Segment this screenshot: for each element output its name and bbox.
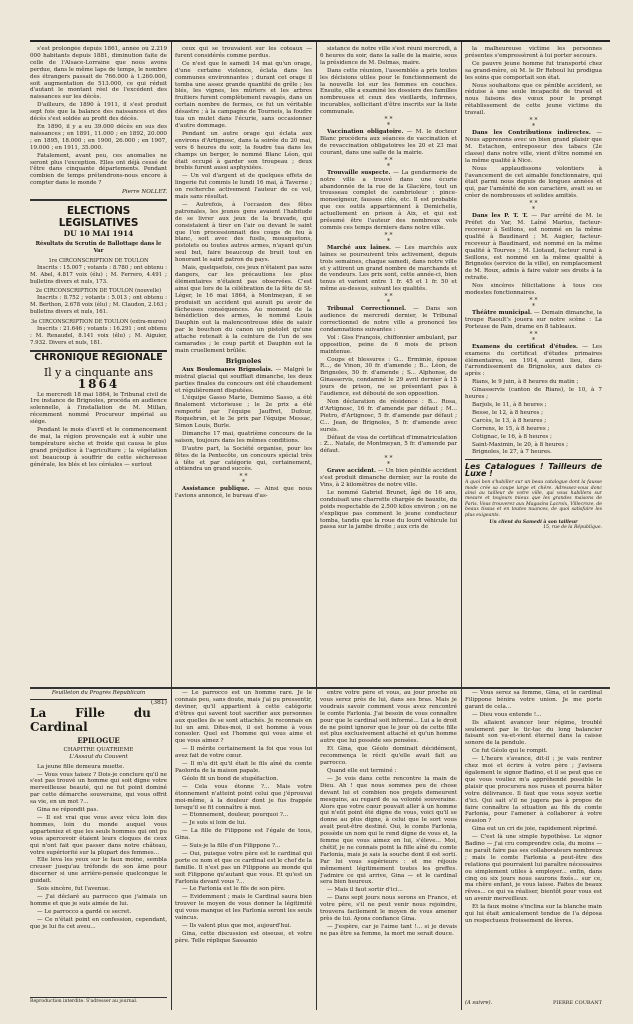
separator-stars: * * * <box>529 330 538 344</box>
paragraph: — Etonnement, douleur, pourquoi ?... <box>182 812 289 819</box>
elections-heading: ELECTIONS LEGISLATIVES <box>58 205 139 230</box>
separator-stars: * * * <box>384 231 393 245</box>
paragraph: — Autrefois, à l'occasion des fêtes patronales, les jeunes gens avaient l'habitude de se livrer aux jeux de la bravade, qui consistaient à tirer en l'air ou devant le saint que l'on processionnait des coups de feu à blanc, soit avec des fusils, mousquetons, pistolets ou toutes autres armes, n'ayant qu'un seul but, faire beaucoup de bruit tout en honorant le saint patron du pays. <box>175 201 312 264</box>
paragraph: — Un vol d'argent et de quelques effets de lingerie fut commis le lundi 16 mai, à Taverne ; on recherche activement l'auteur de ce vol, mais sans résultat. <box>175 173 312 201</box>
paragraph: Elle leva les yeux sur le faux moine, sembla creuser jusqu'au tréfonds de son âme pour discerner si une arrière-pensée quelconque le guidait. <box>30 857 167 885</box>
circonscription-title: 3e CIRCONSCRIPTION DE TOULON (extra-muros) <box>30 319 167 326</box>
paragraph <box>465 310 602 331</box>
reproduction-notice: Reproduction interdite. S'adresser au journal. <box>30 997 167 1006</box>
run-in-text: — Par arrêté de M. le Préfet du Var, M. Laîné Marius, facteur-receveur à Seillons, est nommé en la même qualité à Baudinard ; M. Augier, facteur-receveur à Baudinard, est nommé en la même qualité à Tourves ; M. Liotaud, facteur rural à Seillons, est nommé en la même qualité à Brignoles (service de la ville), en remplacement de M. Roux, admis à faire valoir ses droits à la retraite. <box>465 213 602 282</box>
run-in-title: Trouvaille suspecte. <box>327 169 391 176</box>
top-columns <box>30 46 610 686</box>
paragraph: Gina eut un cri de joie, rapidement réprimé. <box>472 826 598 833</box>
paragraph: D'ailleurs, de 1890 à 1911, il s'est produit sept fois que la balance des naissances et des décès s'est soldée au profit des décès. <box>30 102 167 123</box>
paragraph: Fatalement, avant peu, ces anomalies ne seront plus l'exception. Elles ont déjà cessé de l'être dans cinquante départements. Pendant combien de temps prétendrons-nous encore à compter dans le monde ? <box>30 152 167 187</box>
feuilleton-footer <box>465 1000 602 1006</box>
divider <box>30 687 610 689</box>
paragraph: — Il m'a dit qu'il était le fils aîné du comte Paolorda de la maison papale. <box>175 761 312 774</box>
separator-stars: * * * <box>529 200 538 214</box>
exam-date: Barjols, le 11, à 8 heures ; <box>472 401 547 408</box>
run-in-title: Dans les P. T. T. <box>472 213 528 220</box>
paragraph: Dans cette réunion, l'assemblée a pris toutes les décisions utiles pour le fonctionnement de la nouvelle loi sur les femmes en couches. Ensuite, elle a examiné les dossiers des familles nombreuses et ceux des vieillards, infirmes, incurables, sollicitant d'être inscrits sur la liste communale. <box>320 67 457 116</box>
paragraph: — Je suis si loin de lui. <box>182 820 247 827</box>
paragraph <box>320 468 457 489</box>
paragraph: — Dans sept jours nous serons en France, et votre père, s'il ne peut venir nous rejoindre, trouvera facilement le moyen de vous amener près de lui. Ayons confiance Gina. <box>320 895 457 922</box>
paragraph: Dimanche 17 mai, quatrième concours de la saison, toujours dans les mêmes conditions. <box>175 430 312 444</box>
feuilleton-band <box>30 690 610 1006</box>
novel-title: La Fille du Cardinal <box>30 705 151 734</box>
paragraph: — Ils valent plus que moi, aujourd'hui. <box>182 923 292 929</box>
elections-date: DU 10 MAI 1914 <box>63 229 134 239</box>
paragraph: Vol : Giss François, chiffonnier ambulant, par opposition, peine de 6 mois de prison maintenue. <box>320 334 457 355</box>
paragraph: — Il est vrai que vous avez vécu loin des hommes, loin du monde auquel vous apparteniez et que les seuls hommes qui ont pu vous apercevoir étaient leurs cloques de ceux qui n'ont fait que passer dans notre château, votre supériorité sur la plupart des femmes... <box>30 814 167 856</box>
paragraph: — Le parrocco a gardé ce secret. <box>37 908 132 915</box>
exam-date: Ginasservis (canton de Rians), le 10, à 7 heures ; <box>465 387 602 401</box>
paragraph: Défaut de visa de certificat d'immatriculation : Z... Natale, de Montmeyan, 5 fr. d'amende par défaut. <box>320 434 457 455</box>
paragraph: Non déclaration de résidence : B... Rosa, d'Artignosc, 16 fr. d'amende par défaut ; M... Pietro, d'Artignosc, 5 fr. d'amende par défaut ; C... Jean, de Brignoles, 5 fr. d'amende avec sursis. <box>320 398 457 433</box>
paragraph <box>465 344 602 379</box>
feuilleton-column <box>30 690 167 1006</box>
run-in-text: — Les examens du certificat d'études primaires élémentaires, en 1914, auront lieu, dans l'arrondissement de Brignoles, aux dates ci-après : <box>465 343 602 378</box>
paragraph: — Ce n'était point en confession, cependant, que je lui fis cet aveu... <box>30 916 167 930</box>
run-in-title: Tribunal Correctionnel. <box>327 306 407 313</box>
paragraph: — C'est là une simple hypothèse. Le signor Badino — j'ai cru comprendre cela, du moins — ne paraît faire pas ses collaborateurs nombreux ; mais le comte Farlonia a peut-être des relations qui pourraient lui paraître nécessaires ou simplement utiles à employer... enfin, dans cinq ou six jours nous saurons fixés... sur ce, ma chère enfant, je vous laisse. Faites de beaux rêves... ce qui va réaliser, bientôt pour vous est un avenir merveilleux. <box>465 834 602 903</box>
to-be-continued: (A suivre). <box>465 1000 493 1006</box>
paragraph: — Vous serez sa femme, Gina, et le cardinal Filippone bénira votre union. Je me porte garant de cela... <box>465 690 602 710</box>
advert-signature: Un client du Samedi à son tailleur <box>489 519 578 525</box>
paragraph: Sois sincère, fut l'avenue. <box>37 886 111 893</box>
paragraph: En 1890, il y a eu 39.000 décès en sus des naissances ; en 1891, 11.000 ; en 1892, 20.000 ; en 1895, 18.000 ; en 1900, 26.000 ; en 1907, 19.000 ; en 1911, 35.000. <box>30 123 167 151</box>
paragraph: s'est prolongée depuis 1861, année où 2.219 000 habitants depuis 1881, diminution faite de celle de l'Alsace-Lorraine que nous avons perdue, dans le même laps de temps, le nombre des étrangers passait de 766.000 à 1.260.000, soit augmentation de 513.000, ce qui réduit d'autant le montant réel de l'excédent des naissances sur les décès. <box>30 46 167 101</box>
paragraph: Quand elle eut terminé : <box>327 767 397 774</box>
paragraph: — Le parrocco est un homme rare. Je le connais peu, sans doute, mais j'ai pu pressentir, deviner, qu'il appartient à cette catégorie d'êtres qui savent tout sacrifier aux personnes aux quelles ils se sont attachés. Je reconnais en lui un ami. Dites-moi, il est homme à vous consoler. Quel est l'homme qui vous aime et que vous aimez ? <box>175 690 312 745</box>
section-heading: Il y a cinquante ans <box>43 365 154 379</box>
exam-date: Rians, le 9 juin, à 8 heures du matin ; <box>472 379 579 386</box>
paragraph <box>320 129 457 157</box>
chapter-heading: CHAPITRE QUATRIEME <box>63 746 134 753</box>
run-in-text: — M. le docteur Blanc procédera aux séances de vaccination et de revaccination obligatoires les 20 et 23 mai courant, dans une salle de la mairie. <box>320 129 457 156</box>
paragraph: Coups et blessures : G... Ermimie, épouse R..., de Vinon, 30 fr. d'amende ; B... Léon, de Brignoles, 50 fr. d'amende ; S... Alphonse, de Ginasservis, condamné le 29 avril dernier à 15 jours de prison, ne se présentant pas à l'audience, est débouté de son opposition. <box>320 356 457 398</box>
year-heading: 1864 <box>77 376 120 391</box>
circonscription-result: Inscrits : 8.752 ; votants : 5.013 ; ont obtenu : M. Berthon, 2.678 voix (élu) ; M. Claudon, 2.163 ; bulletins divers et nuls, 161. <box>30 295 167 316</box>
exam-date: Carcès, le 13, à 8 heures ; <box>472 417 547 424</box>
circonscription-title: 2e CIRCONSCRIPTION DE TOULON (nouvelle) <box>35 288 162 295</box>
paragraph: — J'espère, car je l'aime tant !... si je devais ne pas être sa femme, la mort me serait douce. <box>320 923 457 937</box>
run-in-text: — Les marchés aux laines se poursuivent très activement, depuis trois semaines, chaque samedi, dans notre ville et y attirent un grand nombre de marchands et de vendeurs. Les prix sont, cette année-ci, bien tenus et varient entre 1 fr. 45 et 1 fr. 50 et même au-dessus, suivant les qualités. <box>320 244 457 293</box>
paragraph: Et Gina, que Géolo dominait décidément, recommença le récit qu'elle avait fait au parrocco. <box>320 746 457 767</box>
exam-date: Saint-Maximin, le 20, à 8 heures ; <box>472 441 568 448</box>
paragraph: — Cela vous étonne ?... Mais votre étonnement n'atteint point celui que j'éprouvai moi-même, à la douleur dont je fus frappée lorsqu'il se fit connaître à moi. <box>175 783 312 811</box>
paragraph: — J'ai déclaré au parrocco que j'aimais un homme et que je suis aimée de lui. <box>30 893 167 907</box>
advert-title: Les Catalogues ! Tailleurs de Luxe ! <box>465 462 602 479</box>
author-name: PIERRE COURANT <box>553 1000 602 1006</box>
paragraph: — Le Farlonia est le fils de son père. <box>182 886 286 893</box>
paragraph: ceux qui se trouvaient sur les coteaux — furent considérés comme perdus. <box>175 46 312 59</box>
separator-stars: * * * <box>529 297 538 310</box>
paragraph: L'équipe Gasso Marie, Demimo Sasso, a été finalement victorieuse ; le 2e prix a été remporté par l'équipe Jauffret, Dufour, Roquebrun, et le 3e prix par l'équipe Messac, Simon Louis, Burle. <box>175 395 312 430</box>
paragraph: Gina ne répondit pas. <box>37 807 99 814</box>
paragraph: Et la faux moine s'inclina sur la blanche main qui lui était amicalement tendue de l'a déposa un respectueux froissement de lèvres. <box>465 904 602 924</box>
paragraph: — Je vois dans cette rencontre la main de Dieu. Ah ! que nous sommes peu de chose devant lui et combien nos projets demeurent mesquins, au regard de sa volonté souveraine. Alors que votre cœur pouvait aller à un homme qui n'eût point été digne de vous, voici qu'il se donne au plus digne, à celui que le sort vous avait peut-être destiné. Oui, le comte Farlonia, possède un nom qui le rend digne de vous et, la femme que vous aimez en lui, s'éleve... Moi, chétif, je ne connais point la fille aîné du comte Farlonia, mais je sais la souche dont il est sorti. Par lui vous supérieurs : et me réjouis mêmement légitimement toutes les greffes. J'admire ce qui arrive, Gina — et le cardinal sera bien heureux. <box>320 775 457 886</box>
separator-stars: * * * <box>384 156 393 170</box>
circonscription-result: Inscrits : 15.007 ; votants : 8.780 ; ont obtenu : M. Abel, 4.817 voix (élu) ; M. Ferrero, 4.491 ; bulletins divers et nuls, 173. <box>30 264 167 285</box>
paragraph: D'autre part, la Société organise, pour les fêtes de la Pentecôte, un concours spécial très à tête et par catégorie qui, certainement, obtiendra un grand succès. <box>175 445 312 473</box>
paragraph: — La fille de Filippone est l'égale de tous, Gina. <box>175 828 312 842</box>
paragraph: Nous applaudissons volontiers à l'avancement de cet aimable fonctionnaire, qui était parmi nous depuis de longues années et qui, par l'aménité de son caractère, avait su se créer de nombreuses et solides amitiés. <box>465 165 602 200</box>
chapter-subtitle: L'Assaut du Couvent <box>69 753 128 760</box>
column-1 <box>30 46 167 682</box>
paragraph: Géolo fit un bond de stupéfaction. <box>182 775 279 782</box>
paragraph: la malheureuse victime les personnes présentes s'empressèrent à lui porter secours. <box>465 46 602 59</box>
paragraph: — L'heure s'avance, dit-il ; je vais rentrer chez moi et écrire à votre père ; j'avisera également le signor Badino, et il se peut que ce que vous vouliez m'a appréhendé possible le plaisir que procurera nos ruses et pourra hâter votre délivrance. Il faut que vous soyez sortie d'ici. Qui sait s'il ne jugera pas à propos de faire connaître la situation au fils du comte Farlonia, pour l'amener à collaborer à votre évasion ? <box>465 756 602 825</box>
paragraph <box>175 486 312 500</box>
column-2 <box>175 46 312 682</box>
town-heading: Brignoles <box>225 356 262 365</box>
run-in-text: — Demain dimanche, la troupe Raoult's jouera sur notre scène : La Porteuse de Pain, drame en 8 tableaux. <box>465 310 602 330</box>
paragraph: Pendant le mois d'avril et le commencement de mai, la région provençale eut à subir une température sèche et froide qui causa le plus grand préjudice à l'agriculture ; la végétation est beaucoup à souffrir de cette sècheresse générale, les blés et les céréales — surtout <box>30 427 167 468</box>
feuilleton-column-2 <box>175 690 312 1006</box>
run-in-title: Dans les Contributions indirectes. <box>472 130 591 137</box>
signature: Pierre NOLLET. <box>122 189 167 196</box>
run-in-text: — Dans son audience de mercredi dernier, le Tribunal correctionnel de notre ville a prononcé les condamnations suivantes : <box>320 306 457 333</box>
paragraph: Ce fut Géolo qui le rompit. <box>472 748 548 755</box>
paragraph: Gina, cette discussion est oiseuse, et votre père. Telle réplique Sassanio <box>175 930 312 944</box>
elections-subtitle: Résultats du Scrutin de Ballottage dans le Var <box>35 241 162 254</box>
epilogue-heading: EPILOGUE <box>77 735 120 745</box>
run-in-title: Aux Boulomanes Brignolais. <box>182 366 273 373</box>
paragraph <box>320 170 457 232</box>
run-in-text: — Ainsi que nous l'avions annoncé, le bureau d'as- <box>175 486 312 500</box>
paragraph: — Evidemment ; mais le Cardinal saura bien trouver le moyen de vous donner la légitimité qui vous manque et les Farlonia seront les seuls vaincus. <box>175 894 312 922</box>
paragraph: entre votre père et vous, au jour proche où vous serez près de lui, dans ses bras. Mais je voudrais savoir comment vous avez rencontré le comte Farlonia. J'ai besoin de vous connaître pour que le cardinal soit informé... Lui a le droit de ne point ignorer que le jour où de cette fille est plus exclusivement attaché et qu'un homme autre que lui possède ses pensées. <box>320 690 457 745</box>
paragraph: Mais, quelquefois, ces jeux n'étaient pas sans dangers, car les précautions les plus élémentaires n'étaient pas observées. C'est ainsi que lors de la célébration de la fête de St-Léger, le 16 mai 1864, à Montmeyan, il se produisit un accident qui aurait pu avoir de fâcheuses conséquences. Au moment de la bénédiction des armes, le nommé Louis Dauphin eut la malencontreuse idée de saisir par le bouchon du canon un pistolet qu'une attache retenait à la ceinture de l'un de ses camarades ; le coup partit et Dauphin eut la main cruellement brûlée. <box>175 265 312 354</box>
advert-address: 15, rue de la République. <box>543 525 602 531</box>
separator-stars: * * * <box>239 473 248 487</box>
column-4 <box>465 46 602 682</box>
run-in-title: Examens du certificat d'études. <box>472 343 578 350</box>
paragraph: La jeune fille demeura muette. <box>37 763 125 770</box>
paragraph: sistance de notre ville s'est réuni mercredi, à 6 heures du soir, dans la salle de la mairie, sous la présidence de M. Delmas, maire. <box>320 46 457 66</box>
divider <box>465 459 602 460</box>
paragraph <box>465 130 602 165</box>
separator-stars: * * * <box>384 293 393 307</box>
paragraph: Pendant un autre orage qui éclata aux environs d'Artignosc, dans la soirée du 20 mai, vers 6 heures du soir, la foudre tua dans les champs un berger, le nommé Blanc Léon, qui était occupé à garder son troupeau ; deux brebis furent aussi asphyxiées. <box>175 130 312 172</box>
paragraph: — Vous vous taisez ? Dois-je conclure qu'il ne s'est pas trouvé un homme qui soit digne votre merveilleuse beauté, qui ne fut point dominé par cette démarche souveraine, qui vous offrit sa vie, en un mot ?... <box>30 771 167 806</box>
run-in-title: Assistance publique. <box>182 486 250 493</box>
advert-text: A quoi bon s'habiller sur un beau catalogue dont la fausse mode crée sa coupe large et chère. Adressez-vous donc ainsi au tailleur de votre ville, qui vous habillera sur mesure et toujours mieux que les grandes maisons de Paris. Vous trouverez aux Magasins Lacroix, Villecroze, de beaux tissus et en toutes nuances, de quoi satisfaire les plus exigeants. <box>465 480 602 518</box>
paragraph: Ce pauvre jeune homme fut transporté chez sa grand-mère, où M. le Dr Reboul lui prodigua les soins que comportait son état. <box>465 60 602 81</box>
paragraph: — Il mérite certainement la foi que vous lui avez fait de votre cœur. <box>175 746 312 760</box>
paragraph: Ce n'est que le samedi 14 mai qu'un orage, d'une certaine violence, éclata dans les communes environnantes ; durant cet orage il tomba une assez grande quantité de grêle ; les blés, les vignes, les mûriers et les arbres fruitiers furent complètement ravagés, dans un certain nombre de fermes, ce fut un véritable désastre ; à la campagne de Tourneis, la foudre tua un mulet dans l'écurie, sans occasionner d'autre dommage. <box>175 60 312 129</box>
paragraph: Nous souhaitons que ce pénible accident, se réduise à une seule incapacité de travail et nous faisons des vœux pour le prompt rétablissement de cette jeune victime du travail. <box>465 82 602 117</box>
circonscription-title: 1re CIRCONSCRIPTION DE TOULON <box>48 257 149 264</box>
newspaper-page <box>30 40 610 1008</box>
divider <box>30 199 167 201</box>
run-in-text: — La gendarmerie de notre ville a trouvé dans une écurie abandonnée de la rue de la Glacière, tout un trousseau complet de cambrioleur : pince-monseigneur, fausses clés, etc. Il est probable que ces outils appartiennent à Demichelis, actuellement en prison à Aix, et qui est présumé être l'auteur des nombreux vols commis ces temps derniers dans notre ville. <box>320 169 457 231</box>
paragraph <box>465 213 602 282</box>
feuilleton-column-3 <box>320 690 457 1006</box>
circonscription-result: Inscrits : 21.646 ; votants : 16.291 ; ont obtenu : M. Renaudel, 8.141 voix (élu) ; M. Aiguier, 7.932. Divers et nuls, 181. <box>30 326 167 346</box>
run-in-text: — Nous apprenons avec un bien grand plaisir que M. Estachon, entreposeur des tabacs (2e classe) dans notre ville, vient d'être nommé en la même qualité à Nice. <box>465 130 602 164</box>
run-in-text: — Malgré le mistral glacial qui soufflait dimanche, les deux parties finales du concours ont été chaudement et régulièrement disputées. <box>175 366 312 394</box>
paragraph: Le nommé Gabriel Brunet, âgé de 16 ans, conduisait une charrette chargée de bauxite, du poids respectable de 2.500 kilos environ ; on ne s'explique pas comment le jeune conducteur tomba, tandis que la roue du lourd véhicule lui passa sur la jambe droite ; aux cris de <box>320 489 457 531</box>
run-in-text: — Un bien pénible accident s'est produit dimanche dernier, sur la route de Vins, à 2 kilomètres de notre ville. <box>320 468 457 489</box>
paragraph: Nos sincères félicitations à tous ces modestes fonctionnaires. <box>465 283 602 297</box>
run-in-title: Vaccination obligatoire. <box>327 129 404 136</box>
paragraph: Ils allaient avancer leur régime, troublé seulement par le tic-tac du long balancier faisant son va-et-vient éternel dans la caisse sonore de la pendule. <box>465 719 602 747</box>
chronique-heading: CHRONIQUE RÉGIONALE <box>34 351 163 363</box>
episode-number: (381) <box>150 698 167 706</box>
separator-stars: * * * <box>384 455 393 469</box>
run-in-title: Grave accident. <box>327 468 376 475</box>
paragraph <box>175 367 312 395</box>
paragraph: Le mercredi 18 mai 1864, le Tribunal civil de 1re instance de Brignoles, procéda en audience solennelle, à l'installation de M. Millan, récemment nommé Procureur impérial au siège. <box>30 391 167 426</box>
feuilleton-column-4 <box>465 690 602 1006</box>
feuilleton-header: Feuilleton du Progrès Républicain <box>30 690 167 700</box>
column-3 <box>320 46 457 682</box>
run-in-title: Théâtre municipal. <box>472 310 532 316</box>
paragraph: — Mais il faut sortir d'ici... <box>327 887 403 894</box>
paragraph: — Dieu vous entende !... <box>472 711 542 718</box>
paragraph: — Suis-je la fille d'un Filippone ?... <box>182 843 281 850</box>
run-in-title: Marché aux laines. <box>327 244 391 251</box>
paragraph: — Oui, puisque votre père est le cardinal qui porte ce nom et que ce cardinal est le chef de la famille. Il n'est pas un Filippone au monde qui soit Filippone qu'autant que vous. Et qu'est un Farlonia devant vous ?... <box>175 850 312 885</box>
exam-date: Correns, le 15, à 8 heures ; <box>472 425 550 432</box>
paragraph <box>320 306 457 334</box>
separator-stars: * * * <box>529 117 538 131</box>
exam-date: Besse, le 12, à 8 heures ; <box>472 409 544 416</box>
exam-date: Cotignac, le 16, à 8 heures ; <box>472 433 552 440</box>
exam-date: Brignoles, le 27, à 7 heures. <box>472 449 552 456</box>
paragraph <box>320 245 457 293</box>
separator-stars: * * * <box>384 116 393 130</box>
